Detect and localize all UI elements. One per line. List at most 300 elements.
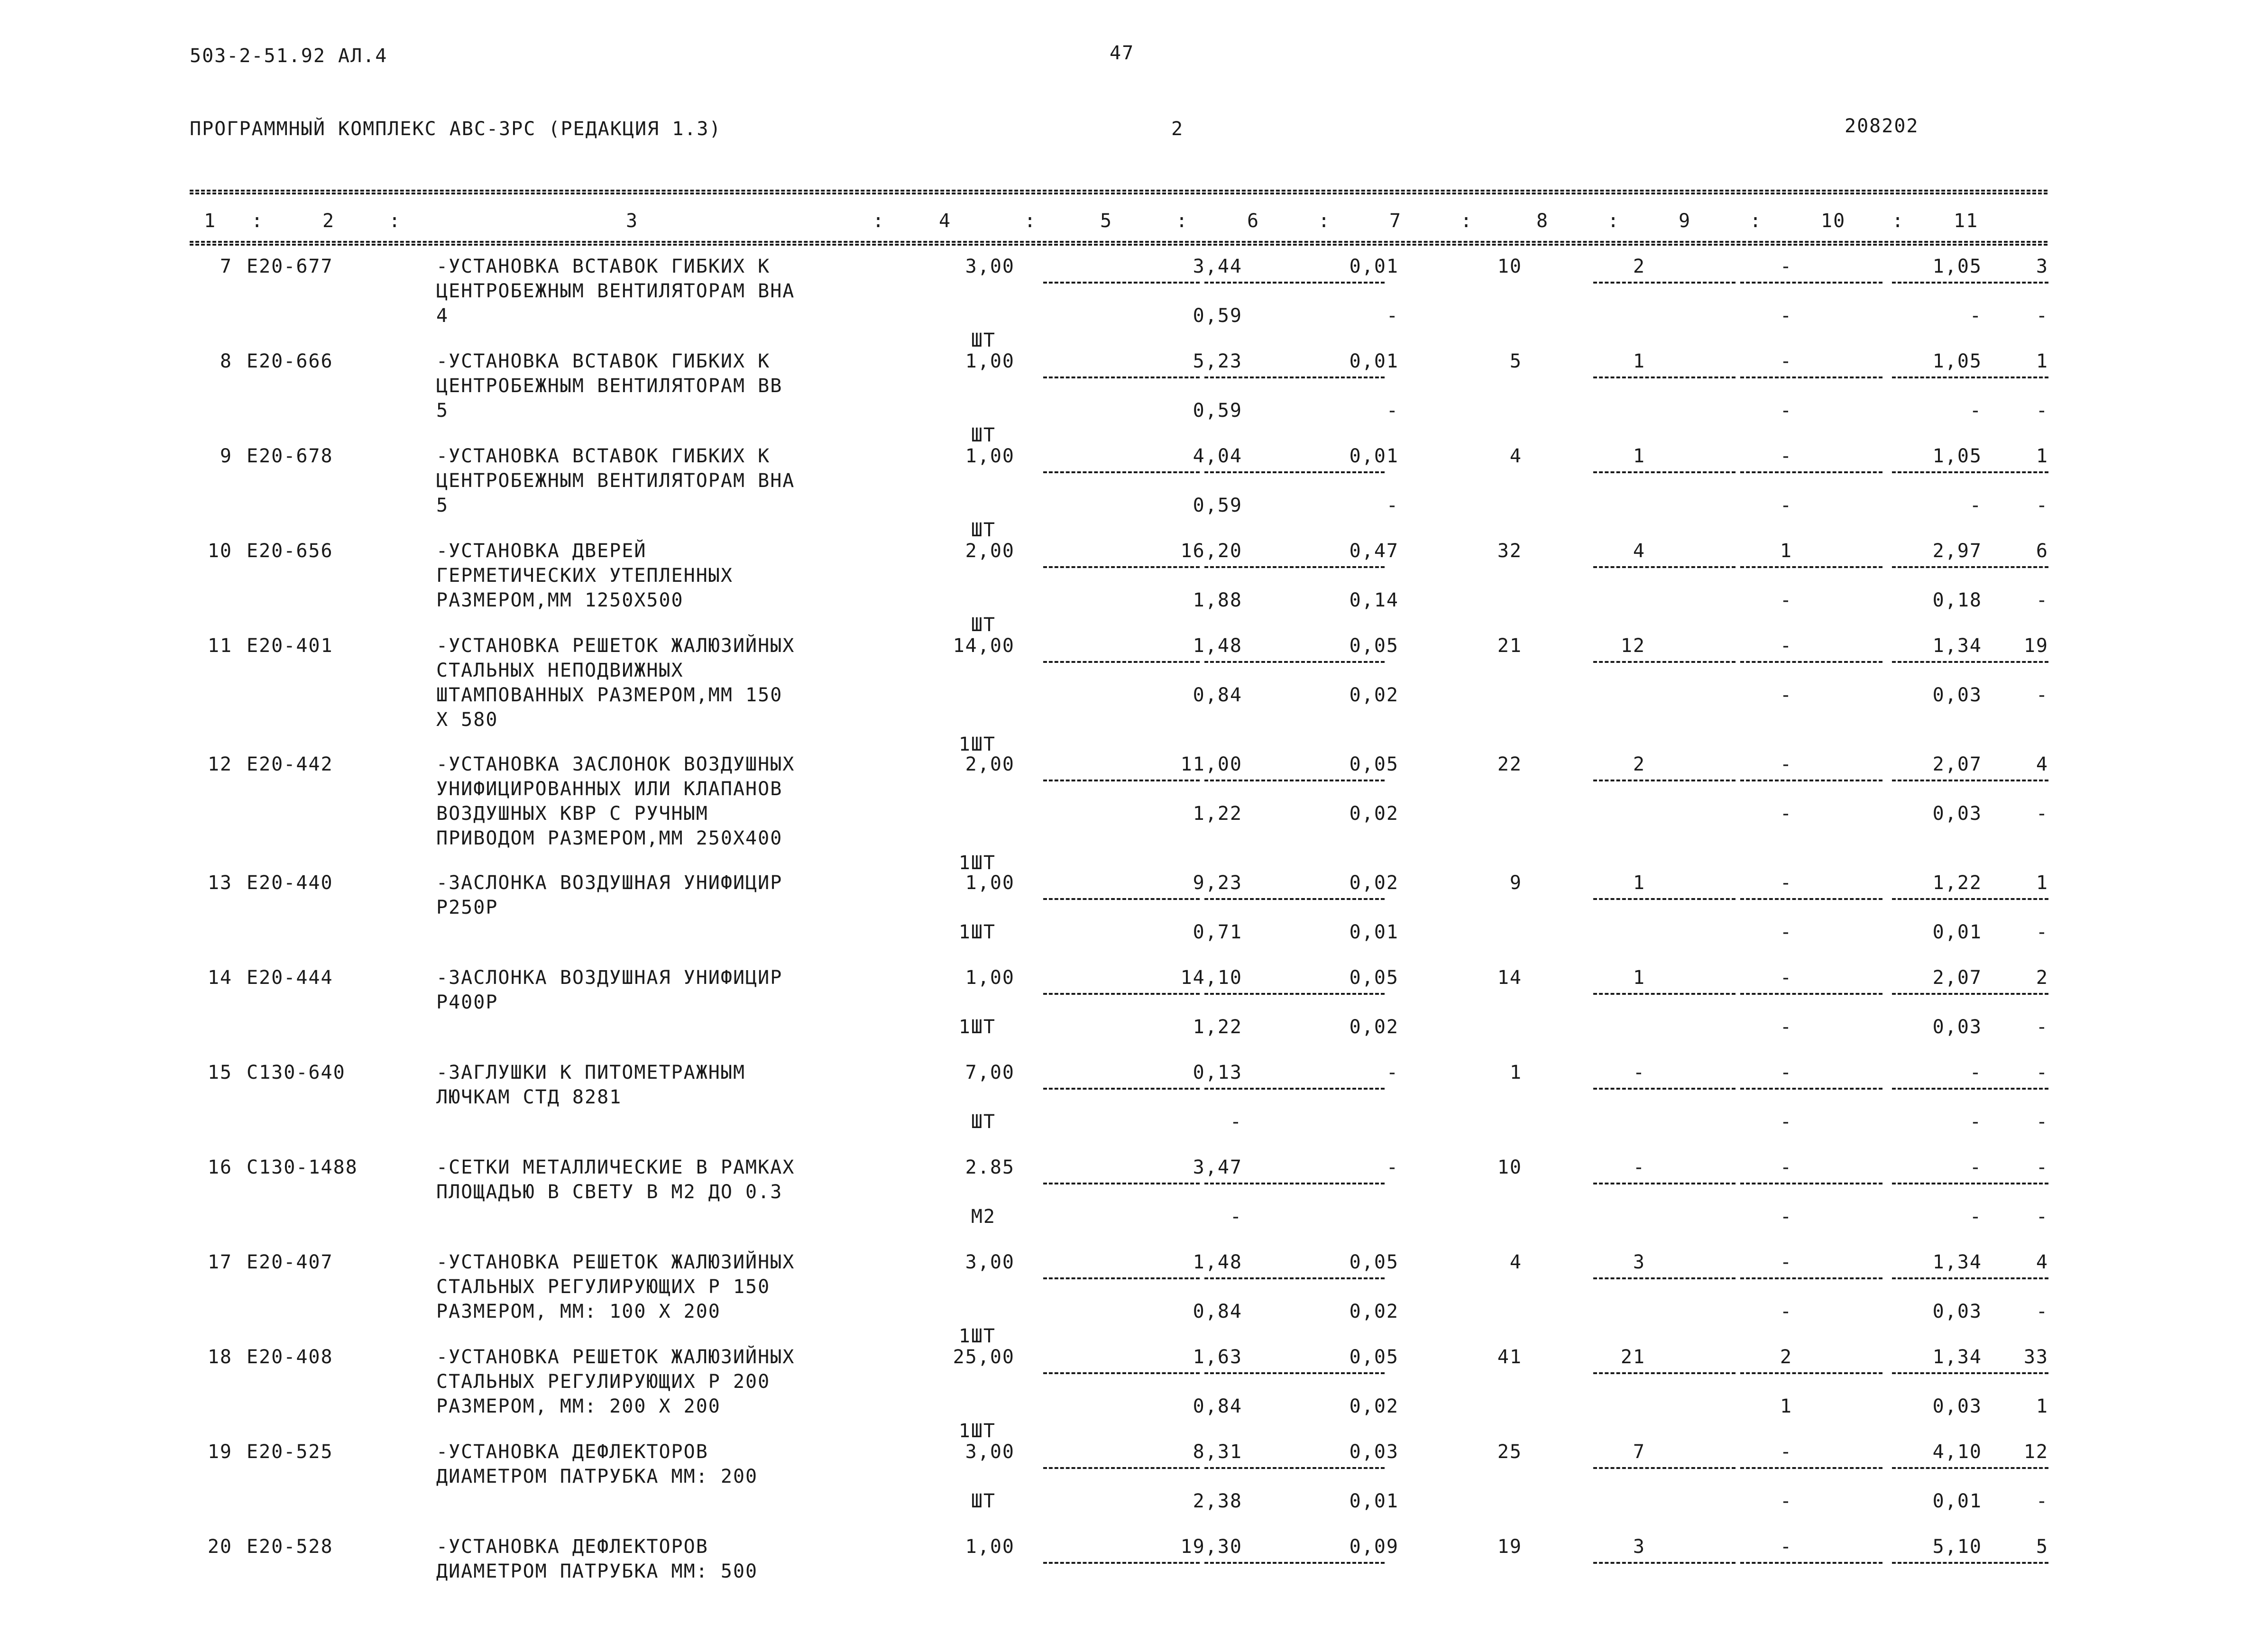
- value-divider: [1204, 1277, 1385, 1279]
- value-divider: [1043, 282, 1200, 284]
- col8-value: 1: [1633, 872, 1645, 894]
- col7-value: 22: [1497, 753, 1522, 775]
- value-divider: [1593, 566, 1735, 568]
- col6-value: -: [1386, 1062, 1399, 1083]
- value-divider: [1892, 1277, 2048, 1279]
- unit-of-measure: ШТ: [971, 424, 996, 446]
- rate-code: Е20-440: [247, 872, 333, 894]
- column-header-9: 9: [1679, 210, 1691, 232]
- rate-code: Е20-677: [247, 256, 333, 277]
- col5-subvalue: 1,22: [1193, 1016, 1242, 1038]
- col10-subvalue: 0,03: [1932, 684, 1982, 706]
- value-divider: [1043, 1277, 1200, 1279]
- value-divider: [1740, 376, 1882, 378]
- col7-value: 14: [1497, 967, 1522, 989]
- col5-subvalue: 0,59: [1193, 495, 1242, 516]
- quantity-cell: 1,00: [965, 872, 1015, 894]
- col7-value: 10: [1497, 256, 1522, 277]
- value-divider: [1043, 661, 1200, 663]
- value-divider: [1892, 1562, 2048, 1564]
- col7-value: 9: [1509, 872, 1522, 894]
- col9-subvalue: -: [1780, 400, 1792, 422]
- col6-subvalue: 0,02: [1349, 1395, 1399, 1417]
- col11-subvalue: 1: [2036, 1395, 2048, 1417]
- quantity-cell: 7,00: [965, 1062, 1015, 1083]
- unit-of-measure: ШТ: [971, 330, 996, 351]
- col6-value: 0,05: [1349, 753, 1399, 775]
- work-description: -УСТАНОВКА ВСТАВОК ГИБКИХ К ЦЕНТРОБЕЖНЫМ ВЕНТИЛЯТОРАМ ВВ 5: [436, 350, 783, 422]
- table-header-rule: [190, 241, 2048, 246]
- value-divider: [1740, 1088, 1882, 1090]
- value-divider: [1593, 282, 1735, 284]
- col7-value: 19: [1497, 1536, 1522, 1558]
- table-row: [190, 1345, 2048, 1440]
- col9-subvalue: -: [1780, 495, 1792, 516]
- col6-value: 0,01: [1349, 256, 1399, 277]
- col9-subvalue: -: [1780, 684, 1792, 706]
- col11-subvalue: -: [2036, 1301, 2048, 1322]
- value-divider: [1043, 1088, 1200, 1090]
- col9-value: -: [1780, 1251, 1792, 1273]
- rate-code: Е20-401: [247, 635, 333, 657]
- program-title: ПРОГРАММНЫЙ КОМПЛЕКС АВС-3РС (РЕДАКЦИЯ 1.3): [190, 118, 722, 140]
- col7-value: 1: [1509, 1062, 1522, 1083]
- value-divider: [1043, 780, 1200, 781]
- value-divider: [1043, 993, 1200, 995]
- table-row: [190, 965, 2048, 1060]
- col6-subvalue: 0,02: [1349, 684, 1399, 706]
- table-row: [190, 633, 2048, 755]
- column-header-11: 11: [1954, 210, 1979, 232]
- col7-value: 25: [1497, 1441, 1522, 1463]
- value-divider: [1892, 282, 2048, 284]
- col5-subvalue: 1,88: [1193, 589, 1242, 611]
- sheet-number: 2: [1171, 118, 1184, 140]
- col9-value: -: [1780, 753, 1792, 775]
- value-divider: [1593, 1277, 1735, 1279]
- column-header-5: 5: [1100, 210, 1113, 232]
- col5-subvalue: 0,71: [1193, 921, 1242, 943]
- row-number: 18: [207, 1346, 232, 1368]
- work-description: -ЗАСЛОНКА ВОЗДУШНАЯ УНИФИЦИР Р400Р: [436, 967, 783, 1013]
- col6-subvalue: -: [1386, 400, 1399, 422]
- col11-subvalue: -: [2036, 1206, 2048, 1228]
- col6-value: 0,05: [1349, 1346, 1399, 1368]
- row-number: 7: [220, 256, 232, 277]
- col6-subvalue: 0,02: [1349, 1016, 1399, 1038]
- col6-value: 0,47: [1349, 540, 1399, 562]
- quantity-cell: 1,00: [965, 350, 1015, 372]
- col8-value: 21: [1620, 1346, 1645, 1368]
- col10-subvalue: 0,03: [1932, 1301, 1982, 1322]
- value-divider: [1204, 1562, 1385, 1564]
- quantity-cell: 1,00: [965, 967, 1015, 989]
- row-number: 12: [207, 753, 232, 775]
- col5-value: 1,48: [1193, 1251, 1242, 1273]
- col5-value: 14,10: [1180, 967, 1242, 989]
- col10-value: -: [1969, 1062, 1982, 1083]
- col10-value: 1,34: [1932, 635, 1982, 657]
- value-divider: [1593, 1372, 1735, 1374]
- column-separator: :: [1750, 210, 1763, 232]
- unit-of-measure: ШТ: [971, 1111, 996, 1133]
- value-divider: [1593, 661, 1735, 663]
- col11-value: 4: [2036, 753, 2048, 775]
- quantity-cell: 3,00: [965, 256, 1015, 277]
- col11-value: 4: [2036, 1251, 2048, 1273]
- work-description: -УСТАНОВКА ЗАСЛОНОК ВОЗДУШНЫХ УНИФИЦИРОВАННЫХ ИЛИ КЛАПАНОВ ВОЗДУШНЫХ КВР С РУЧНЫМ ПРИВОДОМ РАЗМЕРОМ,ММ 250Х400: [436, 753, 795, 849]
- value-divider: [1204, 282, 1385, 284]
- quantity-cell: 2.85: [965, 1156, 1015, 1178]
- col11-subvalue: -: [2036, 684, 2048, 706]
- col10-value: 1,05: [1932, 445, 1982, 467]
- work-description: -ЗАСЛОНКА ВОЗДУШНАЯ УНИФИЦИР Р250Р: [436, 872, 783, 918]
- col5-value: 19,30: [1180, 1536, 1242, 1558]
- col9-subvalue: -: [1780, 1206, 1792, 1228]
- col9-subvalue: -: [1780, 1301, 1792, 1322]
- work-description: -УСТАНОВКА ДЕФЛЕКТОРОВ ДИАМЕТРОМ ПАТРУБКА ММ: 200: [436, 1441, 758, 1487]
- quantity-cell: 1,00: [965, 1536, 1015, 1558]
- table-row: [190, 349, 2048, 444]
- quantity-cell: 3,00: [965, 1251, 1015, 1273]
- value-divider: [1043, 898, 1200, 900]
- col9-subvalue: -: [1780, 1111, 1792, 1133]
- col9-subvalue: -: [1780, 921, 1792, 943]
- row-number: 14: [207, 967, 232, 989]
- value-divider: [1593, 780, 1735, 781]
- col6-value: 0,05: [1349, 1251, 1399, 1273]
- col5-subvalue: 0,59: [1193, 305, 1242, 327]
- column-separator: :: [1176, 210, 1189, 232]
- table-top-rule: [190, 190, 2048, 194]
- rate-code: С130-640: [247, 1062, 346, 1083]
- col10-subvalue: 0,03: [1932, 1016, 1982, 1038]
- work-description: -УСТАНОВКА РЕШЕТОК ЖАЛЮЗИЙНЫХ СТАЛЬНЫХ РЕГУЛИРУЮЩИХ Р 200 РАЗМЕРОМ, ММ: 200 Х 200: [436, 1346, 795, 1417]
- col8-value: 1: [1633, 445, 1645, 467]
- col9-value: -: [1780, 1062, 1792, 1083]
- work-description: -ЗАГЛУШКИ К ПИТОМЕТРАЖНЫМ ЛЮЧКАМ СТД 8281: [436, 1062, 746, 1108]
- value-divider: [1740, 898, 1882, 900]
- col6-value: 0,09: [1349, 1536, 1399, 1558]
- work-description: -УСТАНОВКА РЕШЕТОК ЖАЛЮЗИЙНЫХ СТАЛЬНЫХ РЕГУЛИРУЮЩИХ Р 150 РАЗМЕРОМ, ММ: 100 Х 200: [436, 1251, 795, 1322]
- col10-value: 5,10: [1932, 1536, 1982, 1558]
- col10-subvalue: 0,03: [1932, 803, 1982, 825]
- work-description: -УСТАНОВКА ДЕФЛЕКТОРОВ ДИАМЕТРОМ ПАТРУБКА ММ: 500: [436, 1536, 758, 1582]
- row-number: 10: [207, 540, 232, 562]
- value-divider: [1043, 1562, 1200, 1564]
- col10-value: 1,05: [1932, 350, 1982, 372]
- col8-value: 3: [1633, 1251, 1645, 1273]
- value-divider: [1740, 1562, 1882, 1564]
- col8-value: 1: [1633, 967, 1645, 989]
- col9-value: -: [1780, 635, 1792, 657]
- unit-of-measure: М2: [971, 1206, 996, 1228]
- table-row: [190, 444, 2048, 539]
- col11-subvalue: -: [2036, 1016, 2048, 1038]
- col7-value: 10: [1497, 1156, 1522, 1178]
- column-separator: :: [1892, 210, 1905, 232]
- rate-code: Е20-525: [247, 1441, 333, 1463]
- rate-code: Е20-666: [247, 350, 333, 372]
- col5-subvalue: 2,38: [1193, 1490, 1242, 1512]
- value-divider: [1043, 376, 1200, 378]
- value-divider: [1892, 1372, 2048, 1374]
- col5-subvalue: 1,22: [1193, 803, 1242, 825]
- row-number: 15: [207, 1062, 232, 1083]
- col5-value: 3,44: [1193, 256, 1242, 277]
- column-separator: :: [1607, 210, 1620, 232]
- value-divider: [1593, 898, 1735, 900]
- col7-value: 5: [1509, 350, 1522, 372]
- quantity-cell: 1,00: [965, 445, 1015, 467]
- unit-of-measure: 1ШТ: [958, 1016, 996, 1038]
- rate-code: Е20-528: [247, 1536, 333, 1558]
- rate-code: С130-1488: [247, 1156, 358, 1178]
- col9-subvalue: -: [1780, 305, 1792, 327]
- col10-subvalue: -: [1969, 400, 1982, 422]
- col5-subvalue: -: [1230, 1111, 1242, 1133]
- col6-value: 0,02: [1349, 872, 1399, 894]
- col8-value: -: [1633, 1156, 1645, 1178]
- col11-value: 3: [2036, 256, 2048, 277]
- col10-subvalue: -: [1969, 495, 1982, 516]
- col11-value: 33: [2023, 1346, 2048, 1368]
- column-header-3: 3: [626, 210, 639, 232]
- value-divider: [1892, 471, 2048, 473]
- col10-subvalue: -: [1969, 1111, 1982, 1133]
- column-separator: :: [1024, 210, 1037, 232]
- col9-value: -: [1780, 1536, 1792, 1558]
- value-divider: [1204, 566, 1385, 568]
- col6-subvalue: 0,02: [1349, 803, 1399, 825]
- col5-subvalue: 0,59: [1193, 400, 1242, 422]
- work-description: -УСТАНОВКА ВСТАВОК ГИБКИХ К ЦЕНТРОБЕЖНЫМ ВЕНТИЛЯТОРАМ ВНА 5: [436, 445, 795, 516]
- table-row: [190, 1250, 2048, 1345]
- table-row: [190, 871, 2048, 965]
- col9-value: -: [1780, 350, 1792, 372]
- col8-value: 12: [1620, 635, 1645, 657]
- rate-code: Е20-442: [247, 753, 333, 775]
- col6-value: 0,01: [1349, 445, 1399, 467]
- rate-code: Е20-656: [247, 540, 333, 562]
- unit-of-measure: 1ШТ: [958, 1325, 996, 1347]
- col11-subvalue: -: [2036, 495, 2048, 516]
- col5-subvalue: 0,84: [1193, 1395, 1242, 1417]
- col10-subvalue: -: [1969, 305, 1982, 327]
- table-row: [190, 1060, 2048, 1155]
- col9-value: -: [1780, 1441, 1792, 1463]
- unit-of-measure: 1ШТ: [958, 852, 996, 874]
- row-number: 9: [220, 445, 232, 467]
- unit-of-measure: 1ШТ: [958, 734, 996, 755]
- work-description: -УСТАНОВКА ДВЕРЕЙ ГЕРМЕТИЧЕСКИХ УТЕПЛЕННЫХ РАЗМЕРОМ,ММ 1250Х500: [436, 540, 733, 611]
- col10-value: 1,05: [1932, 256, 1982, 277]
- unit-of-measure: 1ШТ: [958, 1420, 996, 1442]
- value-divider: [1204, 661, 1385, 663]
- unit-of-measure: ШТ: [971, 519, 996, 541]
- value-divider: [1204, 993, 1385, 995]
- col9-value: -: [1780, 872, 1792, 894]
- col11-subvalue: -: [2036, 803, 2048, 825]
- col6-subvalue: -: [1386, 495, 1399, 516]
- col11-value: 19: [2023, 635, 2048, 657]
- col8-value: 1: [1633, 350, 1645, 372]
- row-number: 16: [207, 1156, 232, 1178]
- col10-value: 2,97: [1932, 540, 1982, 562]
- value-divider: [1593, 471, 1735, 473]
- col9-value: 2: [1780, 1346, 1792, 1368]
- col6-value: 0,05: [1349, 967, 1399, 989]
- column-separator: :: [872, 210, 885, 232]
- rate-code: Е20-444: [247, 967, 333, 989]
- col6-value: -: [1386, 1156, 1399, 1178]
- unit-of-measure: ШТ: [971, 1490, 996, 1512]
- col10-subvalue: -: [1969, 1206, 1982, 1228]
- col5-subvalue: 0,84: [1193, 684, 1242, 706]
- col10-value: 1,22: [1932, 872, 1982, 894]
- value-divider: [1892, 1467, 2048, 1469]
- col6-subvalue: 0,01: [1349, 921, 1399, 943]
- col10-value: 1,34: [1932, 1346, 1982, 1368]
- value-divider: [1043, 471, 1200, 473]
- value-divider: [1204, 1372, 1385, 1374]
- col5-subvalue: -: [1230, 1206, 1242, 1228]
- col5-value: 9,23: [1193, 872, 1242, 894]
- col6-value: 0,01: [1349, 350, 1399, 372]
- value-divider: [1892, 993, 2048, 995]
- col11-value: 5: [2036, 1536, 2048, 1558]
- value-divider: [1740, 471, 1882, 473]
- col10-value: 4,10: [1932, 1441, 1982, 1463]
- work-description: -СЕТКИ МЕТАЛЛИЧЕСКИЕ В РАМКАХ ПЛОЩАДЬЮ В СВЕТУ В М2 ДО 0.3: [436, 1156, 795, 1203]
- value-divider: [1204, 1467, 1385, 1469]
- value-divider: [1740, 780, 1882, 781]
- col11-subvalue: -: [2036, 1490, 2048, 1512]
- table-row: [190, 752, 2048, 874]
- value-divider: [1593, 1088, 1735, 1090]
- quantity-cell: 2,00: [965, 540, 1015, 562]
- col10-subvalue: 0,18: [1932, 589, 1982, 611]
- col5-value: 11,00: [1180, 753, 1242, 775]
- value-divider: [1204, 1183, 1385, 1184]
- value-divider: [1740, 566, 1882, 568]
- table-row: [190, 539, 2048, 636]
- col6-value: 0,05: [1349, 635, 1399, 657]
- quantity-cell: 3,00: [965, 1441, 1015, 1463]
- col11-subvalue: -: [2036, 1111, 2048, 1133]
- col10-value: 1,34: [1932, 1251, 1982, 1273]
- value-divider: [1892, 780, 2048, 781]
- rate-code: Е20-408: [247, 1346, 333, 1368]
- col11-subvalue: -: [2036, 400, 2048, 422]
- col7-value: 41: [1497, 1346, 1522, 1368]
- value-divider: [1593, 1183, 1735, 1184]
- value-divider: [1043, 1183, 1200, 1184]
- col6-subvalue: 0,01: [1349, 1490, 1399, 1512]
- value-divider: [1593, 1467, 1735, 1469]
- col9-value: 1: [1780, 540, 1792, 562]
- col8-value: 4: [1633, 540, 1645, 562]
- work-description: -УСТАНОВКА РЕШЕТОК ЖАЛЮЗИЙНЫХ СТАЛЬНЫХ НЕПОДВИЖНЫХ ШТАМПОВАННЫХ РАЗМЕРОМ,ММ 150 Х 580: [436, 635, 795, 731]
- col5-value: 4,04: [1193, 445, 1242, 467]
- col11-value: 12: [2023, 1441, 2048, 1463]
- col9-value: -: [1780, 256, 1792, 277]
- col9-subvalue: -: [1780, 803, 1792, 825]
- value-divider: [1043, 1467, 1200, 1469]
- row-number: 13: [207, 872, 232, 894]
- col8-value: 7: [1633, 1441, 1645, 1463]
- column-separator: :: [251, 210, 264, 232]
- row-number: 19: [207, 1441, 232, 1463]
- col10-value: 2,07: [1932, 753, 1982, 775]
- value-divider: [1593, 993, 1735, 995]
- col6-subvalue: -: [1386, 305, 1399, 327]
- rate-code: Е20-407: [247, 1251, 333, 1273]
- col5-value: 8,31: [1193, 1441, 1242, 1463]
- unit-of-measure: ШТ: [971, 614, 996, 636]
- column-header-1: 1: [204, 210, 217, 232]
- col5-value: 0,13: [1193, 1062, 1242, 1083]
- value-divider: [1740, 282, 1882, 284]
- value-divider: [1892, 661, 2048, 663]
- col10-subvalue: 0,01: [1932, 921, 1982, 943]
- value-divider: [1204, 376, 1385, 378]
- value-divider: [1204, 780, 1385, 781]
- column-separator: :: [1460, 210, 1473, 232]
- value-divider: [1204, 898, 1385, 900]
- value-divider: [1204, 1088, 1385, 1090]
- column-header-2: 2: [322, 210, 335, 232]
- col5-value: 1,63: [1193, 1346, 1242, 1368]
- column-separator: :: [389, 210, 402, 232]
- col8-value: 3: [1633, 1536, 1645, 1558]
- col10-value: 2,07: [1932, 967, 1982, 989]
- col5-value: 3,47: [1193, 1156, 1242, 1178]
- col10-value: -: [1969, 1156, 1982, 1178]
- col8-value: -: [1633, 1062, 1645, 1083]
- col11-value: 6: [2036, 540, 2048, 562]
- col5-subvalue: 0,84: [1193, 1301, 1242, 1322]
- value-divider: [1740, 1183, 1882, 1184]
- column-header-8: 8: [1536, 210, 1549, 232]
- row-number: 11: [207, 635, 232, 657]
- row-number: 20: [207, 1536, 232, 1558]
- value-divider: [1740, 661, 1882, 663]
- col11-subvalue: -: [2036, 921, 2048, 943]
- document-number: 208202: [1845, 115, 1919, 137]
- col6-subvalue: 0,14: [1349, 589, 1399, 611]
- value-divider: [1740, 1467, 1882, 1469]
- col9-value: -: [1780, 967, 1792, 989]
- value-divider: [1892, 898, 2048, 900]
- value-divider: [1740, 993, 1882, 995]
- value-divider: [1892, 376, 2048, 378]
- col9-subvalue: -: [1780, 1016, 1792, 1038]
- col5-value: 5,23: [1193, 350, 1242, 372]
- col10-subvalue: 0,03: [1932, 1395, 1982, 1417]
- col9-value: -: [1780, 1156, 1792, 1178]
- value-divider: [1740, 1372, 1882, 1374]
- unit-of-measure: 1ШТ: [958, 921, 996, 943]
- column-header-row: [190, 209, 2048, 235]
- table-row: [190, 1534, 2048, 1629]
- table-row: [190, 1440, 2048, 1534]
- col9-subvalue: 1: [1780, 1395, 1792, 1417]
- quantity-cell: 2,00: [965, 753, 1015, 775]
- col11-value: 2: [2036, 967, 2048, 989]
- col6-subvalue: 0,02: [1349, 1301, 1399, 1322]
- table-row: [190, 254, 2048, 349]
